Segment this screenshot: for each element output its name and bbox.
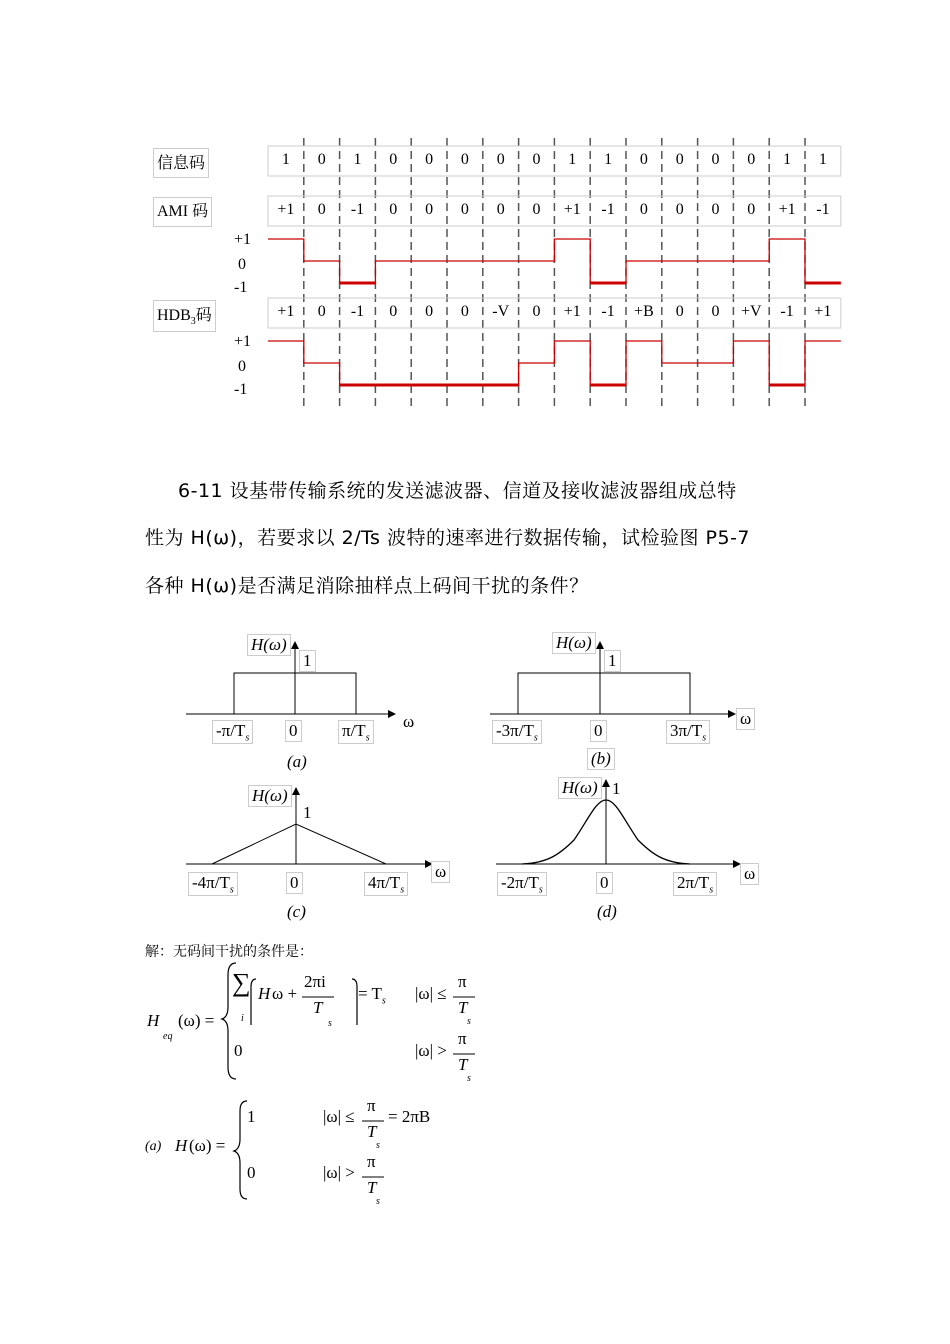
ami-value-cell: -1 bbox=[350, 201, 365, 218]
ami-value-cell: 0 bbox=[460, 201, 469, 218]
a-h: H bbox=[175, 1136, 188, 1155]
hdb3-value-cell: 0 bbox=[711, 303, 720, 320]
hdb3-label-sub: 3 bbox=[190, 316, 196, 328]
eq-ts-text: = T bbox=[358, 984, 382, 1003]
cond-le-pi: π bbox=[458, 972, 467, 991]
ami-value-cell: 0 bbox=[639, 201, 648, 218]
figure-a-right-text: π/T bbox=[342, 721, 366, 740]
figure-d-xlabel: ω bbox=[740, 863, 759, 885]
info-bit-cell: 0 bbox=[639, 151, 648, 168]
figure-c-peak: 1 bbox=[303, 803, 312, 822]
figure-d-left-tick bbox=[497, 872, 547, 896]
info-bit-cell: 1 bbox=[353, 151, 362, 168]
grid-lines bbox=[268, 138, 841, 407]
paren-right bbox=[352, 979, 357, 1025]
figure-b-right-sub: s bbox=[702, 732, 707, 744]
ami-level-minus: -1 bbox=[234, 279, 248, 296]
figure-d-left-sub: s bbox=[538, 884, 543, 896]
problem-line-1: 6-11 设基带传输系统的发送滤波器、信道及接收滤波器组成总特 bbox=[178, 480, 737, 502]
info-bit-cell: 0 bbox=[711, 151, 720, 168]
ami-value-cell: 0 bbox=[317, 201, 326, 218]
cond-le: |ω| ≤ bbox=[415, 984, 447, 1003]
figure-a-left-text: -π/T bbox=[216, 721, 246, 740]
a-le-s: s bbox=[376, 1140, 380, 1151]
frac-sub: s bbox=[328, 1018, 332, 1029]
ami-value-cell: 0 bbox=[675, 201, 684, 218]
ami-value-cell: 0 bbox=[711, 201, 720, 218]
info-bit-cell: 1 bbox=[568, 151, 577, 168]
figure-d-peak: 1 bbox=[612, 779, 621, 798]
hdb3-value-cell: 0 bbox=[389, 303, 398, 320]
hdb3-level-plus: +1 bbox=[234, 333, 252, 350]
a-cond-gt: |ω| > bbox=[323, 1163, 355, 1182]
ami-value-cell: 0 bbox=[532, 201, 541, 218]
ami-level-plus: +1 bbox=[234, 231, 252, 248]
figure-a-caption: (a) bbox=[287, 752, 307, 771]
figure-d-right-tick bbox=[673, 872, 717, 896]
figure-b-ylabel: H(ω) bbox=[552, 632, 596, 654]
a-label: (a) bbox=[145, 1139, 162, 1154]
ami-value-cell: 0 bbox=[496, 201, 505, 218]
info-code-label: 信息码 bbox=[153, 148, 209, 178]
a-gt-s: s bbox=[376, 1196, 380, 1207]
frac-num: 2πi bbox=[304, 972, 326, 991]
figure-d-ylabel: H(ω) bbox=[558, 777, 602, 799]
figure-d-right-text: 2π/T bbox=[677, 873, 710, 892]
ami-value-cell: 0 bbox=[425, 201, 434, 218]
figure-a-left-sub: s bbox=[245, 732, 250, 744]
info-bit-cell: 1 bbox=[783, 151, 792, 168]
info-bit-cell: 0 bbox=[460, 151, 469, 168]
hdb3-value-cell: +1 bbox=[814, 303, 832, 320]
figure-c-ylabel: H(ω) bbox=[248, 785, 292, 807]
info-bit-cell: 1 bbox=[604, 151, 613, 168]
info-bit-cell: 1 bbox=[281, 151, 290, 168]
figure-a-left-tick bbox=[212, 720, 253, 744]
hdb3-level-minus: -1 bbox=[234, 381, 248, 398]
figure-b-curve bbox=[518, 673, 690, 714]
figure-b-xlabel: ω bbox=[736, 708, 755, 730]
hdb3-value-cell: +V bbox=[741, 303, 762, 320]
hdb3-value-cell: +B bbox=[634, 303, 654, 320]
figure-c-left-text: -4π/T bbox=[192, 873, 230, 892]
hdb3-label-main: HDB bbox=[157, 307, 191, 324]
info-bit-cell: 0 bbox=[425, 151, 434, 168]
solution-braces-svg bbox=[0, 955, 950, 1215]
ami-value-cell: +1 bbox=[277, 201, 295, 218]
ami-value-cell: -1 bbox=[601, 201, 615, 218]
figure-d-left-text: -2π/T bbox=[501, 873, 539, 892]
figure-c-left-sub: s bbox=[229, 884, 234, 896]
eq-ts-sub: s bbox=[381, 995, 386, 1007]
figure-d-origin: 0 bbox=[596, 872, 613, 894]
heq-arg: (ω) = bbox=[178, 1011, 215, 1030]
figure-a-peak: 1 bbox=[299, 650, 316, 672]
ami-value-cell: -1 bbox=[816, 201, 830, 218]
figure-b-right-text: 3π/T bbox=[670, 721, 703, 740]
a-gt-t: T bbox=[367, 1178, 377, 1197]
ami-value-cell: +1 bbox=[778, 201, 796, 218]
figure-c-right-tick bbox=[364, 872, 408, 896]
a-le-pi: π bbox=[367, 1096, 376, 1115]
ami-code-label: AMI 码 bbox=[153, 197, 212, 227]
figure-a-ylabel: H(ω) bbox=[247, 634, 291, 656]
sum-body-omega: ω + bbox=[272, 984, 298, 1003]
info-bit-cell: 0 bbox=[389, 151, 398, 168]
info-bit-cell: 0 bbox=[496, 151, 505, 168]
ami-value-cell: 0 bbox=[747, 201, 756, 218]
sum-index: i bbox=[241, 1013, 244, 1024]
sum-body-h: H bbox=[258, 984, 271, 1003]
hdb3-value-cell: +1 bbox=[277, 303, 295, 320]
paren-left bbox=[251, 979, 256, 1025]
eq-ts bbox=[358, 984, 386, 1006]
cond-le-t: T bbox=[458, 998, 468, 1017]
a-zero: 0 bbox=[247, 1163, 256, 1182]
waveform-line bbox=[268, 239, 841, 283]
figure-a-xlabel: ω bbox=[403, 712, 415, 731]
cond-gt-pi: π bbox=[458, 1029, 467, 1048]
a-arg: (ω) = bbox=[189, 1136, 226, 1155]
cond-le-s: s bbox=[467, 1016, 471, 1027]
figure-b-left-tick bbox=[492, 720, 542, 744]
figure-a-right-tick bbox=[338, 720, 374, 744]
info-bit-cell: 1 bbox=[818, 151, 827, 168]
hdb3-value-cell: 0 bbox=[317, 303, 326, 320]
hdb3-value-cell: -1 bbox=[601, 303, 615, 320]
hdb3-level-zero: 0 bbox=[238, 358, 246, 375]
cond-gt-t: T bbox=[458, 1055, 468, 1074]
hdb3-value-cell: 0 bbox=[675, 303, 684, 320]
a-gt-pi: π bbox=[367, 1152, 376, 1171]
sum-symbol: ∑ bbox=[232, 968, 251, 997]
figure-c-right-text: 4π/T bbox=[368, 873, 401, 892]
a-one: 1 bbox=[247, 1107, 256, 1126]
frac-den: T bbox=[313, 998, 323, 1017]
info-bit-cell: 0 bbox=[317, 151, 326, 168]
figure-c-origin: 0 bbox=[286, 872, 303, 894]
hdb3-value-cell: 0 bbox=[425, 303, 434, 320]
ami-value-cell: +1 bbox=[563, 201, 581, 218]
figure-b-left-sub: s bbox=[533, 732, 538, 744]
ami-level-zero: 0 bbox=[238, 256, 246, 273]
figure-b-right-tick bbox=[666, 720, 710, 744]
heq-zero: 0 bbox=[234, 1041, 243, 1060]
cond-gt-s: s bbox=[467, 1073, 471, 1084]
hdb3-value-cell: 0 bbox=[532, 303, 541, 320]
ami-value-cell: 0 bbox=[389, 201, 398, 218]
figure-c-curve bbox=[212, 824, 386, 864]
hdb3-code-label bbox=[153, 300, 216, 332]
figure-a-right-sub: s bbox=[365, 732, 370, 744]
figure-a-origin: 0 bbox=[285, 720, 302, 742]
figure-b-caption: (b) bbox=[587, 748, 615, 770]
figure-d-caption: (d) bbox=[597, 902, 617, 921]
info-bit-cell: 0 bbox=[675, 151, 684, 168]
hdb3-value-cell: -1 bbox=[780, 303, 794, 320]
figure-b-origin: 0 bbox=[590, 720, 607, 742]
a-tail: = 2πB bbox=[388, 1107, 431, 1126]
solution-intro: 解：无码间干扰的条件是： bbox=[145, 944, 313, 960]
hdb3-value-cell: -1 bbox=[350, 303, 365, 320]
figure-c-plot bbox=[186, 788, 432, 864]
filter-figures-svg bbox=[0, 620, 950, 930]
figure-c-right-sub: s bbox=[400, 884, 405, 896]
figure-c-xlabel: ω bbox=[431, 861, 450, 883]
problem-line-2: 性为 H(ω)，若要求以 2/Ts 波特的速率进行数据传输，试检验图 P5-7 bbox=[145, 527, 751, 549]
info-bit-cell: 0 bbox=[747, 151, 756, 168]
problem-line-3: 各种 H(ω)是否满足消除抽样点上码间干扰的条件？ bbox=[145, 575, 589, 597]
hdb3-value-cell: +1 bbox=[563, 303, 581, 320]
figure-d-right-sub: s bbox=[709, 884, 714, 896]
ami-waveform bbox=[268, 239, 841, 283]
hdb3-value-cell: -V bbox=[492, 303, 510, 320]
info-bit-cell: 0 bbox=[532, 151, 541, 168]
heq-sub: eq bbox=[163, 1031, 173, 1042]
figure-c-caption: (c) bbox=[287, 902, 306, 921]
a-brace bbox=[234, 1101, 247, 1199]
heq-h: H bbox=[147, 1011, 160, 1030]
figure-c-left-tick bbox=[188, 872, 238, 896]
cond-gt: |ω| > bbox=[415, 1041, 447, 1060]
figure-b-peak: 1 bbox=[604, 650, 621, 672]
a-cond-le: |ω| ≤ bbox=[323, 1107, 355, 1126]
hdb3-label-tail: 码 bbox=[195, 307, 212, 324]
figure-b-left-text: -3π/T bbox=[496, 721, 534, 740]
hdb3-value-cell: 0 bbox=[460, 303, 469, 320]
a-le-t: T bbox=[367, 1122, 377, 1141]
